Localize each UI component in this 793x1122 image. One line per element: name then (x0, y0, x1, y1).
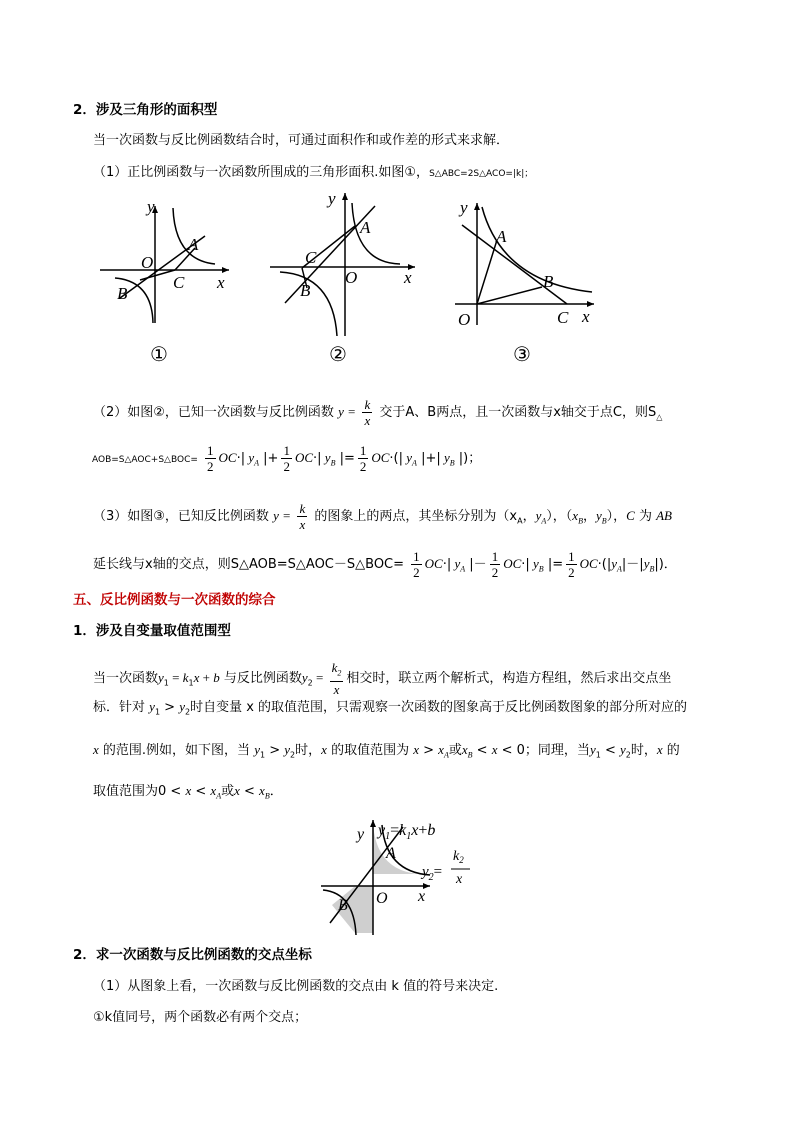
p2-text-b: 时自变量 x 的取值范围，只需观察一次函数的图象高于反比例函数图象的部分所对应的 (190, 700, 688, 715)
fig1-point-b: B (117, 284, 128, 303)
section-title-5: 五、反比例函数与一次函数的综合 (73, 592, 276, 608)
figure-4 (318, 815, 478, 937)
item-2-text-a: （2）如图②，已知一次函数与反比例函数 (93, 405, 334, 420)
paragraph-line-2: 标．针对 $y_1 > y_2$时自变量 x 的取值范围，只需观察一次函数的图象高于反比例函数图象的部分所对应的 (93, 699, 688, 717)
fig3-y-label: y (460, 198, 468, 217)
subsection-title-1: 1．涉及自变量取值范围型 (73, 623, 231, 639)
paragraph-line-6: ①k值同号，两个函数必有两个交点； (93, 1010, 308, 1025)
item-3-line-2: 延长线与x轴的交点，则S△AOB=S△AOC－S△BOC= $\frac{1}{2}$ OC·| $y_A$ |－ $\frac{1}{2}$ OC·| $y_B$ |= $\frac{1}{2}$ $OC\cdot(|y_A|-|y_B|)$． (93, 549, 677, 580)
item-3-text-c: 延长线与x轴的交点，则S△AOB=S△AOC－S△BOC= (93, 557, 405, 572)
figure-3 (452, 195, 602, 333)
figure-3-caption: ③ (513, 342, 531, 366)
fig4-x-label: x (418, 888, 426, 905)
p2-text-a: 标．针对 (93, 700, 146, 715)
p1-text-c: 相交时，联立两个解析式，构造方程组，然后求出交点坐 (346, 670, 672, 686)
fig4-point-a: A (386, 845, 396, 862)
item-1-text: （1）正比例函数与一次函数所围成的三角形面积.如图①， (93, 165, 430, 180)
fig3-point-c: C (557, 308, 569, 327)
p3-text-c: 的取值范围为 (331, 743, 410, 758)
fig4-curve-denominator: x (456, 872, 463, 887)
paragraph-line-1: 当一次函数$y_1 = k_1x + b$ 与反比例函数$y_2$ = $\frac{k_2}{x}$ 相交时，联立两个解析式，构造方程组，然后求出交点坐 (93, 660, 672, 697)
p1-text-b: 与反比例函数 (223, 670, 302, 686)
subsection-title-2: 2．求一次函数与反比例函数的交点坐标 (73, 947, 312, 963)
p3-text-a: 的范围.例如，如下图，当 (102, 743, 251, 758)
fig2-point-b: B (300, 281, 311, 300)
p4-text-a: 取值范围为 (93, 784, 159, 799)
item-1-formula: S△ABC=2S△ACO=|k|； (429, 169, 534, 179)
item-1 (93, 163, 533, 184)
fig2-point-a: A (360, 218, 371, 237)
figure-1 (95, 198, 235, 326)
p1-text-a: 当一次函数 (93, 670, 159, 686)
intro-paragraph: 当一次函数与反比例函数结合时，可通过面积作和或作差的形式来求解． (93, 133, 510, 148)
paragraph-line-3: x 的范围.例如，如下图，当 $y_1 > y_2$时，x 的取值范围为 $x > x_A$或$x_B < x < 0$；同理，当$y_1 < y_2$时，x 的 (93, 742, 680, 760)
fig4-origin-label: O (376, 890, 388, 907)
fig2-y-label: y (328, 189, 336, 208)
p4-text-c: ． (269, 784, 283, 799)
fig3-origin-label: O (458, 310, 471, 329)
fig4-curve-label: $y_2=$ (422, 864, 443, 883)
fig2-origin-label: O (345, 268, 358, 287)
fig4-y-label: y (357, 826, 365, 843)
fig1-point-c: C (173, 273, 185, 292)
paragraph-line-4: 取值范围为$0 < x < x_A$或$x < x_B$． (93, 783, 283, 801)
fig2-x-label: x (404, 268, 412, 287)
fig4-line-label: $y_1=k_1x+b$ (378, 822, 436, 842)
p3-text-b: 时， (295, 743, 322, 758)
item-2-line-1: （2）如图②，已知一次函数与反比例函数 y = $\frac{k}{x}$ 交于A、B两点，且一次函数与x轴交于点C，则$S_\triangle$ (93, 397, 663, 428)
p3-text-e: ；同理，当 (524, 743, 590, 758)
fig4-curve-numerator: $k_2$ (453, 849, 464, 865)
figure-2-caption: ② (329, 342, 347, 366)
item-2-formula-prefix: AOB=S△AOC+S△BOC= (92, 455, 198, 465)
figure-1-caption: ① (150, 342, 168, 366)
fig1-origin-label: O (141, 253, 154, 272)
fig1-point-a: A (188, 235, 199, 254)
p3-text-f: 时， (630, 743, 657, 758)
item-2-text-b: 交于A、B两点，且一次函数与x轴交于点C，则S (379, 405, 657, 420)
fig4-point-b: B (338, 897, 348, 914)
section-title-triangle-area: 2．涉及三角形的面积型 (73, 102, 218, 118)
fig3-x-label: x (582, 307, 590, 326)
p4-text-b: 或 (221, 784, 235, 799)
fig1-x-label: x (217, 273, 225, 292)
figure-2 (265, 188, 420, 338)
item-3-text-a: （3）如图③，已知反比例函数 (93, 509, 269, 524)
paragraph-line-5: （1）从图象上看，一次函数与反比例函数的交点由 k 值的符号来决定. (93, 979, 499, 994)
fig1-y-label: y (147, 198, 155, 216)
p3-text-d: 或 (448, 743, 462, 758)
fig2-point-c: C (305, 248, 317, 267)
item-2-line-2: AOB=S△AOC+S△BOC= $\frac{1}{2}$ OC·| $y_A$ |+ $\frac{1}{2}$ OC·| $y_B$ |= $\frac{1}{2}$ OC·(| $y_A$ |+| $y_B$ |)； (92, 443, 482, 474)
item-3-line-1: （3）如图③，已知反比例函数 y = $\frac{k}{x}$ 的图象上的两点，其坐标分别为（$x_A$，$y_A$），（$x_B$，$y_B$），C 为 AB (93, 501, 672, 532)
fig3-point-a: A (496, 227, 507, 246)
item-3-text-b: 的图象上的两点，其坐标分别为（x (314, 509, 518, 524)
fig3-point-b: B (543, 272, 554, 291)
